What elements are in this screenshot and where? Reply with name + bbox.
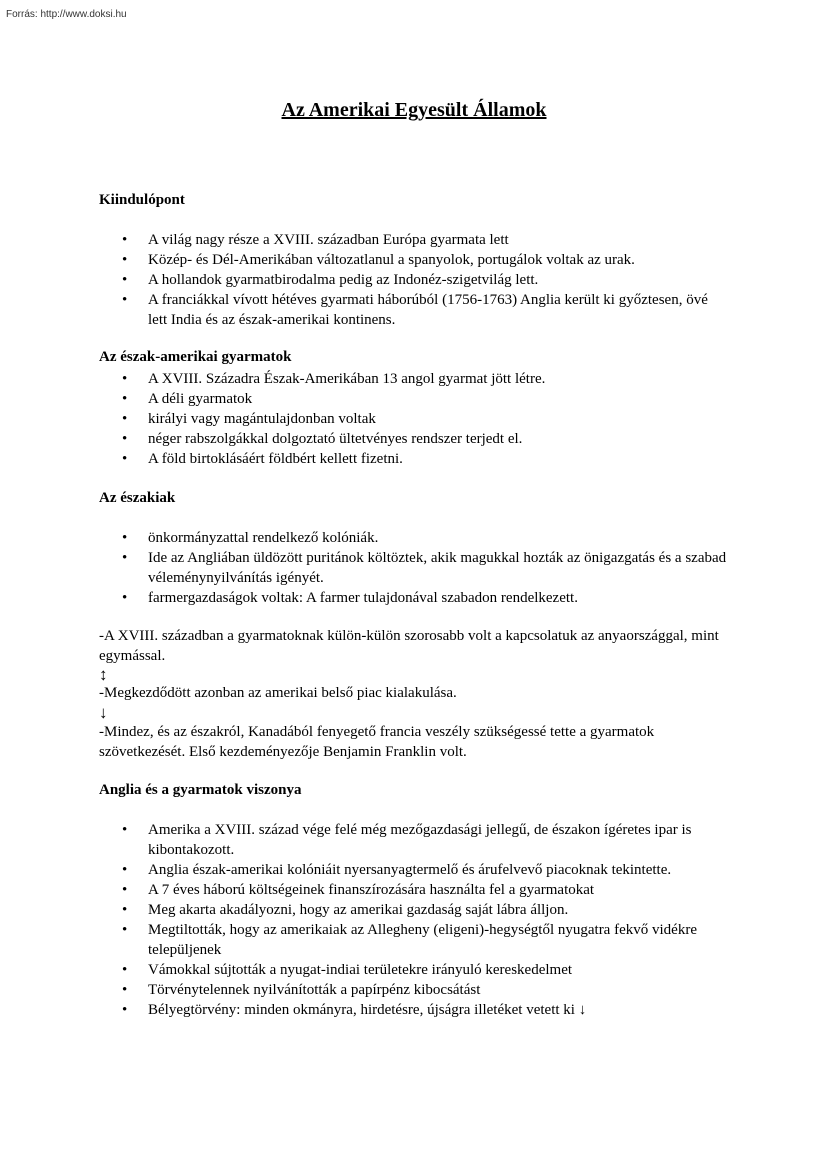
heading-az-eszakiak: Az északiak bbox=[99, 490, 176, 506]
source-label[interactable]: Forrás: http://www.doksi.hu bbox=[6, 9, 127, 20]
list-item: • Ide az Angliában üldözött puritánok költöztek, akik magukkal hozták az önigazgatás és a szabad véleménynyilvánítás igényét. bbox=[99, 548, 729, 588]
list-item: • királyi vagy magántulajdonban voltak bbox=[99, 409, 729, 429]
list-item: • önkormányzattal rendelkező kolóniák. bbox=[99, 528, 729, 548]
list-item: • A déli gyarmatok bbox=[99, 389, 729, 409]
list-item: • Közép- és Dél-Amerikában változatlanul a spanyolok, portugálok voltak az urak. bbox=[99, 250, 729, 270]
list-item: • A föld birtoklásáért földbért kellett fizetni. bbox=[99, 449, 729, 469]
list-anglia-es-a-gyarmatok bbox=[99, 820, 729, 1020]
paragraph-3: -Mindez, és az északról, Kanadából fenyegető francia veszély szükségessé tette a gyarmatok szövetkezését. Első kezdeményezője Benjamin Franklin volt. bbox=[99, 724, 655, 760]
list-item: • néger rabszolgákkal dolgoztató ültetvényes rendszer terjedt el. bbox=[99, 429, 729, 449]
paragraph-1: -A XVIII. században a gyarmatoknak külön-külön szorosabb volt a kapcsolatuk az anyaországgal, mint egymással. bbox=[99, 628, 719, 664]
list-item: • Bélyegtörvény: minden okmányra, hirdetésre, újságra illetéket vetett ki ↓ bbox=[99, 1000, 729, 1020]
heading-anglia-es-a-gyarmatok: Anglia és a gyarmatok viszonya bbox=[99, 782, 302, 798]
list-item: • Amerika a XVIII. század vége felé még mezőgazdasági jellegű, de északon ígéretes ipar is kibontakozott. bbox=[99, 820, 729, 860]
paragraph-2: -Megkezdődött azonban az amerikai belső piac kialakulása. bbox=[99, 685, 457, 701]
list-eszak-amerikai-gyarmatok bbox=[99, 369, 729, 469]
list-item: • Meg akarta akadályozni, hogy az amerikai gazdaság saját lábra álljon. bbox=[99, 900, 729, 920]
heading-eszak-amerikai-gyarmatok: Az észak-amerikai gyarmatok bbox=[99, 349, 292, 365]
list-kiindulopont bbox=[99, 230, 729, 330]
list-item: • farmergazdaságok voltak: A farmer tulajdonával szabadon rendelkezett. bbox=[99, 588, 729, 608]
list-item: • Anglia észak-amerikai kolóniáit nyersanyagtermelő és árufelvevő piacoknak tekintette. bbox=[99, 860, 729, 880]
list-item: • A franciákkal vívott hétéves gyarmati háborúból (1756-1763) Anglia került ki győztesen, övé lett India és az észak-amerikai kontinens. bbox=[99, 290, 729, 330]
list-item: • Vámokkal sújtották a nyugat-indiai területekre irányuló kereskedelmet bbox=[99, 960, 729, 980]
list-item: • A 7 éves háború költségeinek finanszírozására használta fel a gyarmatokat bbox=[99, 880, 729, 900]
list-item: • Megtiltották, hogy az amerikaiak az Allegheny (eligeni)-hegységtől nyugatra fekvő vidékre települjenek bbox=[99, 920, 729, 960]
updown-arrow-icon: ↕ bbox=[99, 665, 108, 684]
list-item: • A hollandok gyarmatbirodalma pedig az Indonéz-szigetvilág lett. bbox=[99, 270, 729, 290]
list-az-eszakiak bbox=[99, 528, 729, 608]
list-item: • A XVIII. Századra Észak-Amerikában 13 angol gyarmat jött létre. bbox=[99, 369, 729, 389]
list-item: • Törvénytelennek nyilvánították a papírpénz kibocsátást bbox=[99, 980, 729, 1000]
list-item: • A világ nagy része a XVIII. században Európa gyarmata lett bbox=[99, 230, 729, 250]
page-title: Az Amerikai Egyesült Államok bbox=[281, 99, 547, 121]
down-arrow-icon: ↓ bbox=[99, 703, 108, 722]
heading-kiindulopont: Kiindulópont bbox=[99, 192, 185, 208]
